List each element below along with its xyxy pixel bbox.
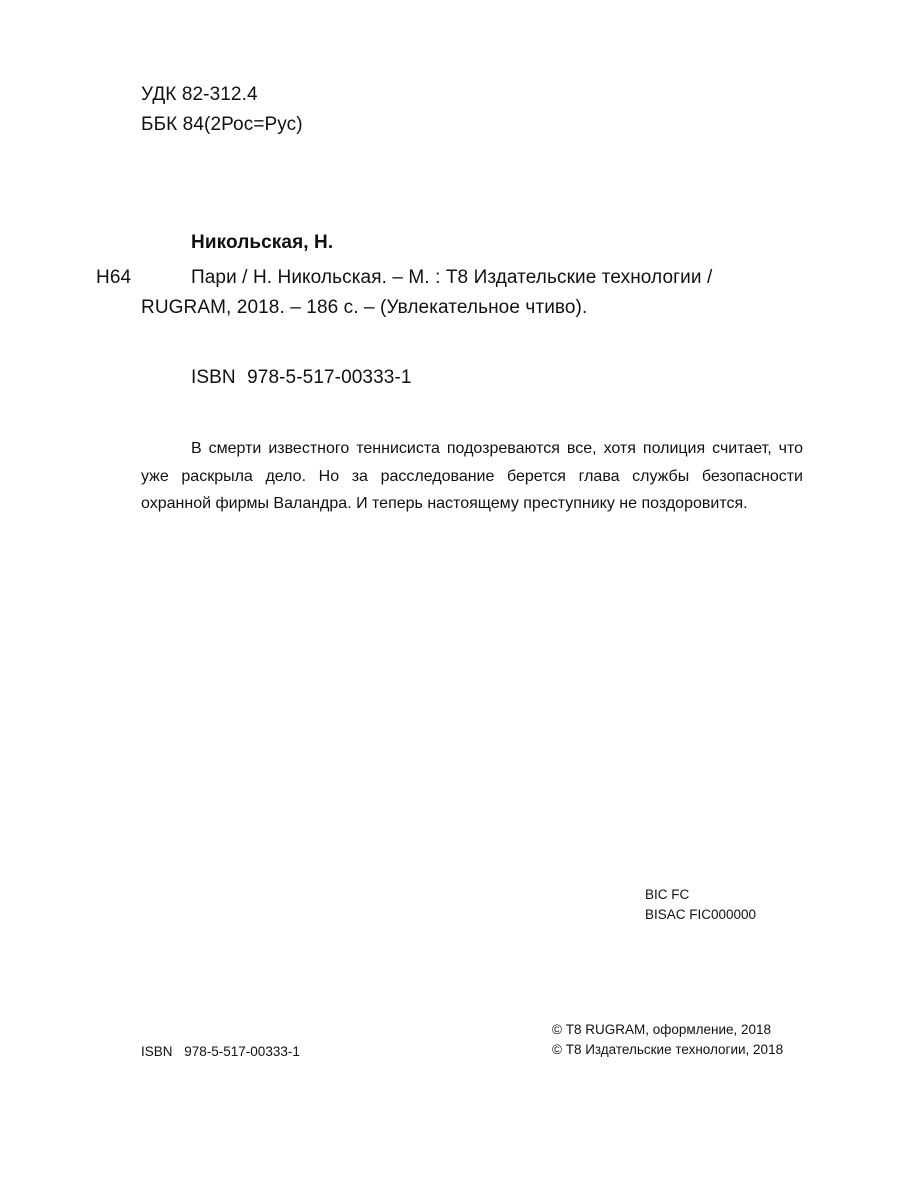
entry-line-1: Пари / Н. Никольская. – М. : Т8 Издательские технологии / xyxy=(191,267,713,288)
book-abstract: В смерти известного теннисиста подозреваются все, хотя полиция считает, что уже раскрыла дело. Но за расследование берется глава службы безопасности охранной фирмы Валандра. И теперь настоящему преступнику не поздоровится. xyxy=(141,440,803,512)
copyright-line-2: © Т8 Издательские технологии, 2018 xyxy=(552,1042,784,1057)
bbk-code: ББК 84(2Рос=Рус) xyxy=(141,114,303,135)
author-code: Н64 xyxy=(96,267,132,288)
copyright-line-1: © Т8 RUGRAM, оформление, 2018 xyxy=(552,1022,772,1037)
isbn-footer: ISBN 978-5-517-00333-1 xyxy=(141,1044,300,1059)
bic-code: BIC FC xyxy=(645,887,690,902)
subject-codes xyxy=(645,885,756,925)
copyright-block xyxy=(552,1020,783,1060)
bibliographic-entry xyxy=(141,263,791,323)
isbn-catalog: ISBN 978-5-517-00333-1 xyxy=(191,367,412,388)
classification-block xyxy=(141,80,303,140)
bisac-code: BISAC FIC000000 xyxy=(645,907,757,922)
udk-code: УДК 82-312.4 xyxy=(141,84,258,105)
entry-line-2: RUGRAM, 2018. – 186 с. – (Увлекательное чтиво). xyxy=(141,297,588,318)
author-heading: Никольская, Н. xyxy=(191,232,334,253)
